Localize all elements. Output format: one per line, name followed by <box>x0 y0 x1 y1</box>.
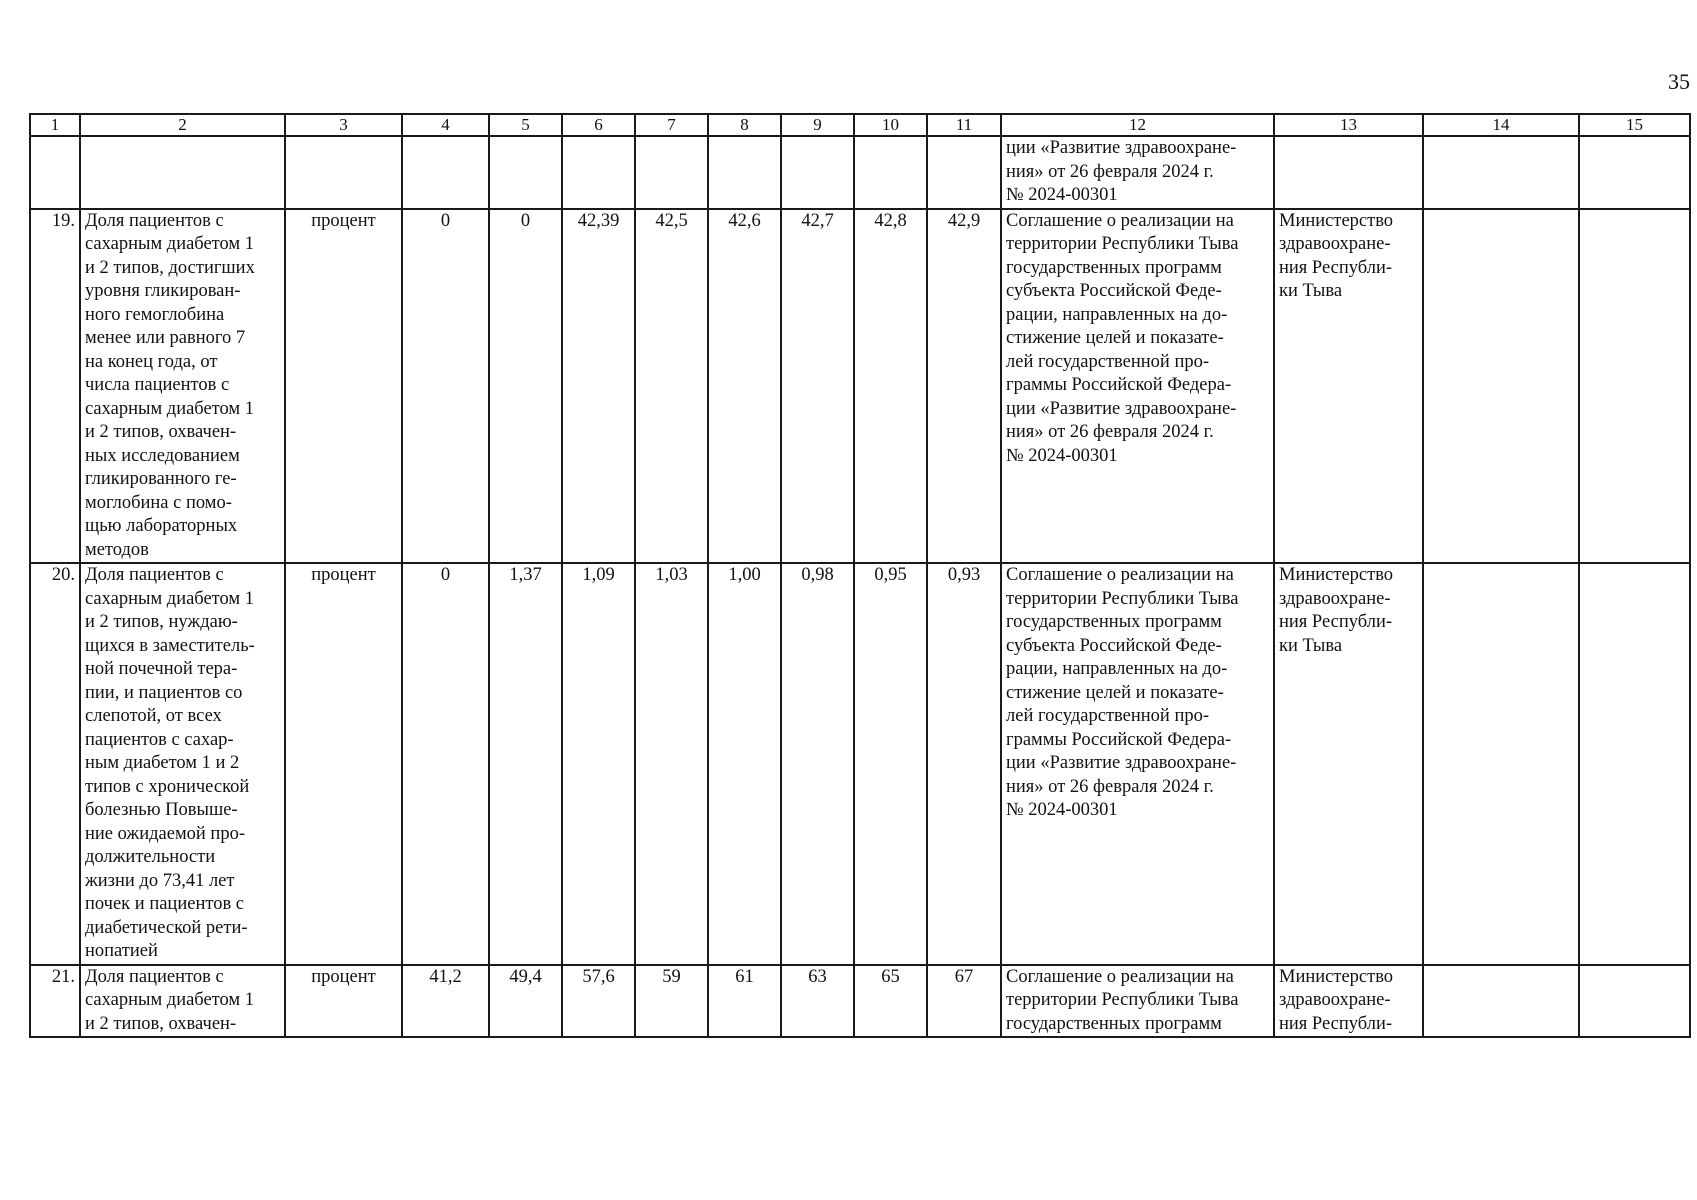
basis-text: Соглашение о реализации на территории Республики Тыва государственных программ <box>1006 966 1239 1034</box>
value-cell: 42,7 <box>781 209 854 564</box>
column-header: 12 <box>1001 114 1274 136</box>
unit-cell: процент <box>285 965 402 1038</box>
value-cell: 42,6 <box>708 209 781 564</box>
value-cell: 0,95 <box>854 563 927 965</box>
basis-text: Соглашение о реализации на территории Республики Тыва государственных программ субъекта Российской Феде- рации, направленных на до- стижение целей и показате- лей государственной про- граммы Российской Федера- ции «Развитие здравоохране- ния» от 26 февраля 2024 г. № 2024-00301 <box>1006 210 1239 466</box>
value-cell: 65 <box>854 965 927 1038</box>
empty-cell <box>1423 209 1579 564</box>
indicator-name: Доля пациентов с сахарным диабетом 1 и 2 типов, достигших уровня гликирован- ного гемоглобина менее или равного 7 на конец года, от числа пациентов с сахарным диабетом 1 и 2 типов, охвачен- ных исследованием гликированного ге- моглобина с помо- щью лабораторных методов <box>85 210 255 560</box>
row-number: 19. <box>30 209 80 564</box>
column-header: 5 <box>489 114 562 136</box>
value-cell: 42,5 <box>635 209 708 564</box>
column-header: 6 <box>562 114 635 136</box>
value-cell: 1,37 <box>489 563 562 965</box>
row-number: 21. <box>30 965 80 1038</box>
value-cell: 63 <box>781 965 854 1038</box>
responsible-text: Министерство здравоохране- ния Республи- <box>1279 966 1394 1034</box>
table-row <box>30 965 1690 1038</box>
column-header: 11 <box>927 114 1001 136</box>
empty-cell <box>1423 563 1579 965</box>
indicator-name: Доля пациентов с сахарным диабетом 1 и 2 типов, нуждаю- щихся в заместитель- ной почечной тера- пии, и пациентов со слепотой, от всех пациентов с сахар- ным диабетом 1 и 2 типов с хронической болезнью Повыше- ние ожидаемой про- должительности жизни до 73,41 лет почек и пациентов с диабетической рети- нопатией <box>85 565 255 961</box>
basis-text: Соглашение о реализации на территории Республики Тыва государственных программ субъекта Российской Феде- рации, направленных на до- стижение целей и показате- лей государственной про- граммы Российской Федера- ции «Развитие здравоохране- ния» от 26 февраля 2024 г. № 2024-00301 <box>1006 565 1239 820</box>
empty-cell <box>1579 965 1690 1038</box>
unit-cell: процент <box>285 563 402 965</box>
unit-cell: процент <box>285 209 402 564</box>
column-header: 9 <box>781 114 854 136</box>
basis-text: ции «Развитие здравоохране- ния» от 26 февраля 2024 г. № 2024-00301 <box>1006 138 1237 205</box>
column-header: 14 <box>1423 114 1579 136</box>
column-header: 3 <box>285 114 402 136</box>
column-header: 1 <box>30 114 80 136</box>
page-number: 35 <box>1668 69 1690 94</box>
value-cell: 49,4 <box>489 965 562 1038</box>
value-cell: 41,2 <box>402 965 489 1038</box>
column-header: 4 <box>402 114 489 136</box>
value-cell: 57,6 <box>562 965 635 1038</box>
table-row <box>30 563 1690 965</box>
column-header: 8 <box>708 114 781 136</box>
value-cell: 0,98 <box>781 563 854 965</box>
column-header: 15 <box>1579 114 1690 136</box>
value-cell: 0,93 <box>927 563 1001 965</box>
row-number: 20. <box>30 563 80 965</box>
empty-cell <box>1579 209 1690 564</box>
column-header: 7 <box>635 114 708 136</box>
table-row <box>30 209 1690 564</box>
column-header: 2 <box>80 114 285 136</box>
responsible-text: Министерство здравоохране- ния Республи- ки Тыва <box>1279 210 1394 301</box>
responsible-text: Министерство здравоохране- ния Республи- ки Тыва <box>1279 565 1394 656</box>
value-cell: 42,9 <box>927 209 1001 564</box>
empty-cell <box>1579 563 1690 965</box>
indicator-name: Доля пациентов с сахарным диабетом 1 и 2 типов, охвачен- <box>85 966 255 1034</box>
table-row-continuation <box>30 136 1690 209</box>
value-cell: 67 <box>927 965 1001 1038</box>
value-cell: 1,03 <box>635 563 708 965</box>
value-cell: 59 <box>635 965 708 1038</box>
value-cell: 1,09 <box>562 563 635 965</box>
column-header: 10 <box>854 114 927 136</box>
column-header: 13 <box>1274 114 1423 136</box>
value-cell: 0 <box>489 209 562 564</box>
value-cell: 1,00 <box>708 563 781 965</box>
value-cell: 61 <box>708 965 781 1038</box>
value-cell: 0 <box>402 209 489 564</box>
indicators-table <box>29 113 1691 1038</box>
value-cell: 0 <box>402 563 489 965</box>
column-number-header-row <box>30 114 1690 136</box>
value-cell: 42,39 <box>562 209 635 564</box>
empty-cell <box>1423 965 1579 1038</box>
value-cell: 42,8 <box>854 209 927 564</box>
